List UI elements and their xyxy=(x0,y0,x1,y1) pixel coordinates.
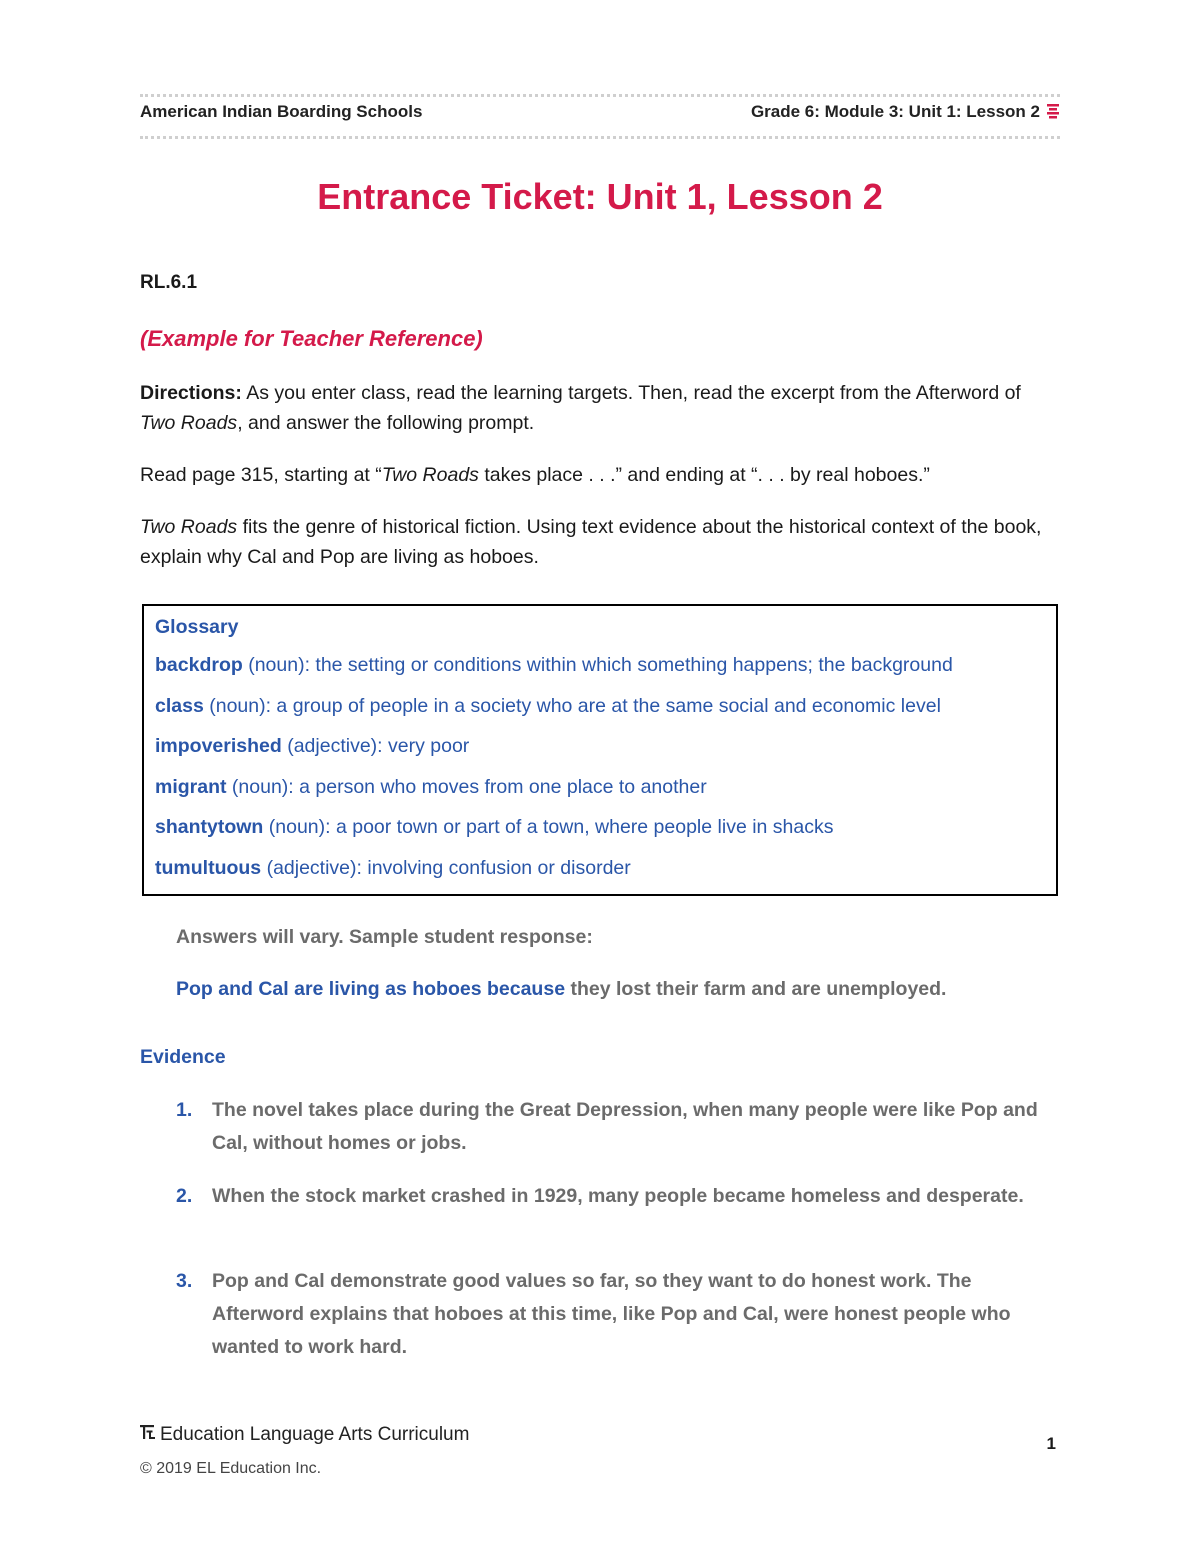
glossary-definition: (adjective): involving confusion or disorder xyxy=(261,856,631,879)
glossary-title: Glossary xyxy=(155,616,239,638)
glossary-item xyxy=(155,776,953,817)
footer-copyright: © 2019 EL Education Inc. xyxy=(140,1460,322,1477)
glossary-item xyxy=(155,654,953,695)
glossary-item xyxy=(155,695,953,736)
evidence-number: 2. xyxy=(176,1185,193,1207)
header-lesson-label: Grade 6: Module 3: Unit 1: Lesson 2 xyxy=(750,102,1040,121)
answer-completion: they lost their farm and are unemployed. xyxy=(565,978,947,1000)
glossary-definition: (noun): a poor town or part of a town, where people live in shacks xyxy=(263,816,834,839)
evidence-number: 3. xyxy=(176,1270,193,1292)
evidence-item xyxy=(176,1094,1066,1160)
directions-text-1: As you enter class, read the learning targets. Then, read the excerpt from the Afterword of xyxy=(241,382,1021,404)
glossary-list xyxy=(155,654,953,898)
glossary-term: class xyxy=(155,694,204,717)
glossary-item xyxy=(155,816,953,857)
header-bottom-rule xyxy=(140,136,1060,139)
footer-brand xyxy=(140,1424,469,1446)
directions-paragraph xyxy=(140,378,1060,438)
glossary-term: shantytown xyxy=(155,816,264,839)
el-logo-icon xyxy=(140,1424,156,1446)
page-header xyxy=(140,100,1060,126)
read-text-1: Read page 315, starting at “ xyxy=(140,464,382,486)
standard-code: RL.6.1 xyxy=(140,272,198,293)
prompt-text: fits the genre of historical fiction. Using text evidence about the historical context of the book, explain why Cal and Pop are living as hoboes. xyxy=(140,516,1042,568)
glossary-definition: (adjective): very poor xyxy=(281,735,470,758)
glossary-definition: (noun): a person who moves from one place to another xyxy=(226,775,707,798)
prompt-paragraph xyxy=(140,512,1060,572)
sample-answer xyxy=(176,978,946,1001)
answer-label: Answers will vary. Sample student response: xyxy=(176,926,593,948)
glossary-term: backdrop xyxy=(155,654,243,676)
glossary-item xyxy=(155,857,953,898)
read-book-title: Two Roads xyxy=(381,464,479,486)
evidence-text: When the stock market crashed in 1929, many people became homeless and desperate. xyxy=(212,1185,1024,1207)
read-text-2: takes place . . .” and ending at “. . . by real hoboes.” xyxy=(478,464,930,486)
evidence-text: Pop and Cal demonstrate good values so far, so they want to do honest work. The Afterword explains that hoboes at this time, like Pop and Cal, were honest people who wanted to work hard. xyxy=(212,1270,1011,1358)
answer-sentence-stem: Pop and Cal are living as hoboes because xyxy=(176,978,566,1000)
glossary-item xyxy=(155,735,953,776)
page-title: Entrance Ticket: Unit 1, Lesson 2 xyxy=(317,176,883,217)
prompt-book-title: Two Roads xyxy=(140,516,238,538)
directions-label: Directions: xyxy=(140,382,242,404)
glossary-term: impoverished xyxy=(155,735,282,758)
evidence-text: The novel takes place during the Great Depression, when many people were like Pop and Cal, without homes or jobs. xyxy=(212,1099,1038,1154)
directions-book-title: Two Roads xyxy=(140,412,238,434)
read-instruction xyxy=(140,460,1060,490)
teacher-reference-note: (Example for Teacher Reference) xyxy=(140,326,483,351)
footer-brand-text: Education Language Arts Curriculum xyxy=(160,1424,470,1445)
glossary-definition: (noun): a group of people in a society who are at the same social and economic level xyxy=(203,694,941,717)
glossary-definition: (noun): the setting or conditions within which something happens; the background xyxy=(242,654,953,676)
header-module-title: American Indian Boarding Schools xyxy=(140,102,423,121)
header-top-rule xyxy=(140,94,1060,97)
header-lesson-info xyxy=(751,102,1060,122)
glossary-term: tumultuous xyxy=(155,856,262,879)
el-education-logo-icon xyxy=(1046,103,1060,121)
page-number: 1 xyxy=(1046,1434,1056,1453)
evidence-number: 1. xyxy=(176,1099,193,1121)
glossary-term: migrant xyxy=(155,775,227,798)
evidence-item xyxy=(176,1265,1066,1364)
glossary-box xyxy=(142,604,1058,896)
evidence-heading: Evidence xyxy=(140,1046,226,1068)
directions-text-2: , and answer the following prompt. xyxy=(237,412,535,434)
evidence-item xyxy=(176,1180,1066,1213)
